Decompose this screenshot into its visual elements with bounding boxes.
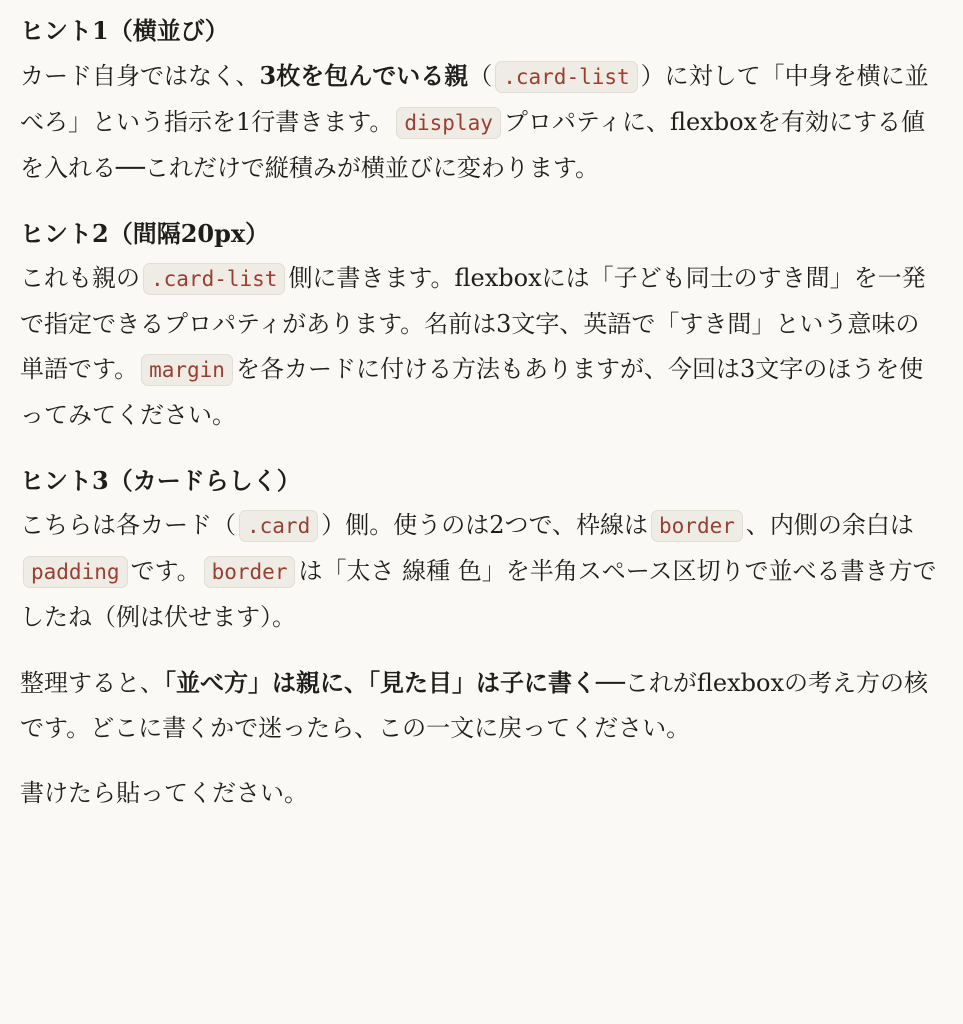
hint1-text-3: ）に対して「中身を横に並べろ」という指示を1行書きます。 xyxy=(20,62,929,136)
summary-text-2: ──これがflexboxの考え方の核です。どこに書くかで迷ったら、この一文に戻ってください。 xyxy=(20,669,928,742)
hint2-text-3: を各カードに付ける方法もありますが、今回は3文字のほうを使ってみてください。 xyxy=(20,355,924,429)
hint2-heading: ヒント2（間隔20px） xyxy=(20,219,270,248)
hint3-text-1: こちらは各カード（ xyxy=(20,511,236,539)
summary-paragraph xyxy=(20,660,941,751)
hint1-text-1: カード自身ではなく、 xyxy=(20,62,260,90)
code-display: display xyxy=(396,107,501,139)
hint3-text-3: 、内側の余白は xyxy=(745,511,914,539)
hint1-heading: ヒント1（横並び） xyxy=(20,16,229,45)
hint1-text-2: （ xyxy=(468,62,493,90)
hint1-body xyxy=(20,53,941,191)
code-border: border xyxy=(651,510,743,542)
hint2-section xyxy=(20,211,941,438)
hint3-text-2: ）側。使うのは2つで、枠線は xyxy=(321,511,649,539)
hint3-section xyxy=(20,458,941,640)
hint3-heading: ヒント3（カードらしく） xyxy=(20,466,301,495)
code-card: .card xyxy=(239,510,318,542)
hint3-text-4: です。 xyxy=(130,557,201,585)
hint1-text-4: プロパティに、flexboxを有効にする値を入れる──これだけで縦積みが横並びに変わります。 xyxy=(20,108,926,182)
hint3-text-5: は「太さ 線種 色」を半角スペース区切りで並べる書き方でしたね（例は伏せます）。 xyxy=(20,557,937,631)
code-padding: padding xyxy=(23,556,128,588)
hint2-text-2: 側に書きます。flexboxには「子ども同士のすき間」を一発で指定できるプロパティがあります。名前は3文字、英語で「すき間」という意味の単語です。 xyxy=(20,264,926,383)
hint1-bold-parent: 3枚を包んでいる親 xyxy=(259,61,469,90)
summary-bold: 「並べ方」は親に、「見た目」は子に書く xyxy=(164,668,596,697)
code-card-list: .card-list xyxy=(495,61,637,93)
code-border: border xyxy=(204,556,296,588)
hint2-text-1: これも親の xyxy=(20,264,140,292)
code-margin: margin xyxy=(141,354,233,386)
hint2-body xyxy=(20,256,941,438)
summary-text-1: 整理すると、 xyxy=(20,669,164,697)
hint3-body xyxy=(20,503,941,640)
code-card-list: .card-list xyxy=(143,263,285,295)
closing-paragraph: 書けたら貼ってください。 xyxy=(20,779,308,807)
hint1-section xyxy=(20,8,941,191)
